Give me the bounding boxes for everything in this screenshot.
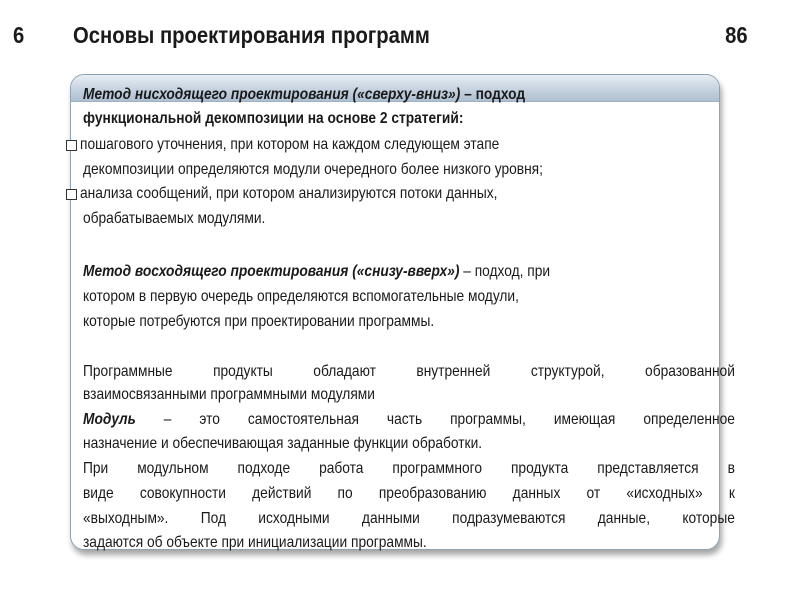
structure-line-1 (83, 363, 735, 381)
topdown-dash-rest: – подход (460, 86, 526, 103)
modular-line-4 (83, 534, 735, 552)
bottomup-line-1 (83, 263, 550, 281)
bullet-square-icon (66, 140, 77, 151)
modular-line-1-text: При модульном подходе работа программного продукта представляется в (83, 460, 735, 477)
topdown-bullet2-line2: обрабатываемых модулями. (83, 210, 266, 227)
modular-line-3 (83, 510, 735, 528)
module-line-1 (83, 411, 735, 429)
bottomup-term: Метод восходящего проектирования («снизу-вверх») (83, 263, 460, 280)
modular-line-2 (83, 485, 735, 503)
module-line-1-rest: – это самостоятельная часть программы, имеющая определенное (135, 411, 735, 428)
page-number: 86 (725, 22, 748, 48)
module-term: Модуль (83, 411, 136, 428)
topdown-line-1 (83, 86, 525, 104)
modular-line-3-text: «выходным». Под исходными данными подразумеваются данные, которые (83, 510, 735, 527)
bullet-square-icon (66, 189, 77, 200)
structure-line-2-text: взаимосвязанными программными модулями (83, 386, 375, 403)
bottomup-line-2: котором в первую очередь определяются вспомогательные модули, (83, 288, 519, 305)
topdown-line-2: функциональной декомпозиции на основе 2 стратегий: (83, 110, 464, 127)
module-line-1-text (83, 411, 735, 429)
bottomup-dash-rest: – подход, при (459, 263, 551, 280)
structure-line-1-text: Программные продукты обладают внутренней структурой, образованной (83, 363, 735, 380)
bottomup-line-3: которые потребуются при проектировании программы. (83, 313, 435, 330)
topdown-bullet1-line2: декомпозиции определяются модули очередного более низкого уровня; (83, 161, 543, 178)
modular-line-2-text: виде совокупности действий по преобразованию данных от «исходных» к (83, 485, 735, 502)
slide-title: Основы проектирования программ (73, 22, 430, 48)
modular-line-4-text: задаются об объекте при инициализации программы. (83, 534, 427, 551)
topdown-bullet1-line1: пошагового уточнения, при котором на каждом следующем этапе (80, 136, 500, 153)
topdown-term: Метод нисходящего проектирования («сверху-вниз») (83, 86, 461, 103)
structure-line-2 (83, 386, 735, 404)
module-line-2-text: назначение и обеспечивающая заданные функции обработки. (83, 435, 483, 452)
slide-number: 6 (13, 22, 25, 48)
topdown-bullet2-line1: анализа сообщений, при котором анализируются потоки данных, (80, 185, 498, 202)
module-line-2 (83, 435, 735, 453)
modular-line-1 (83, 460, 735, 478)
